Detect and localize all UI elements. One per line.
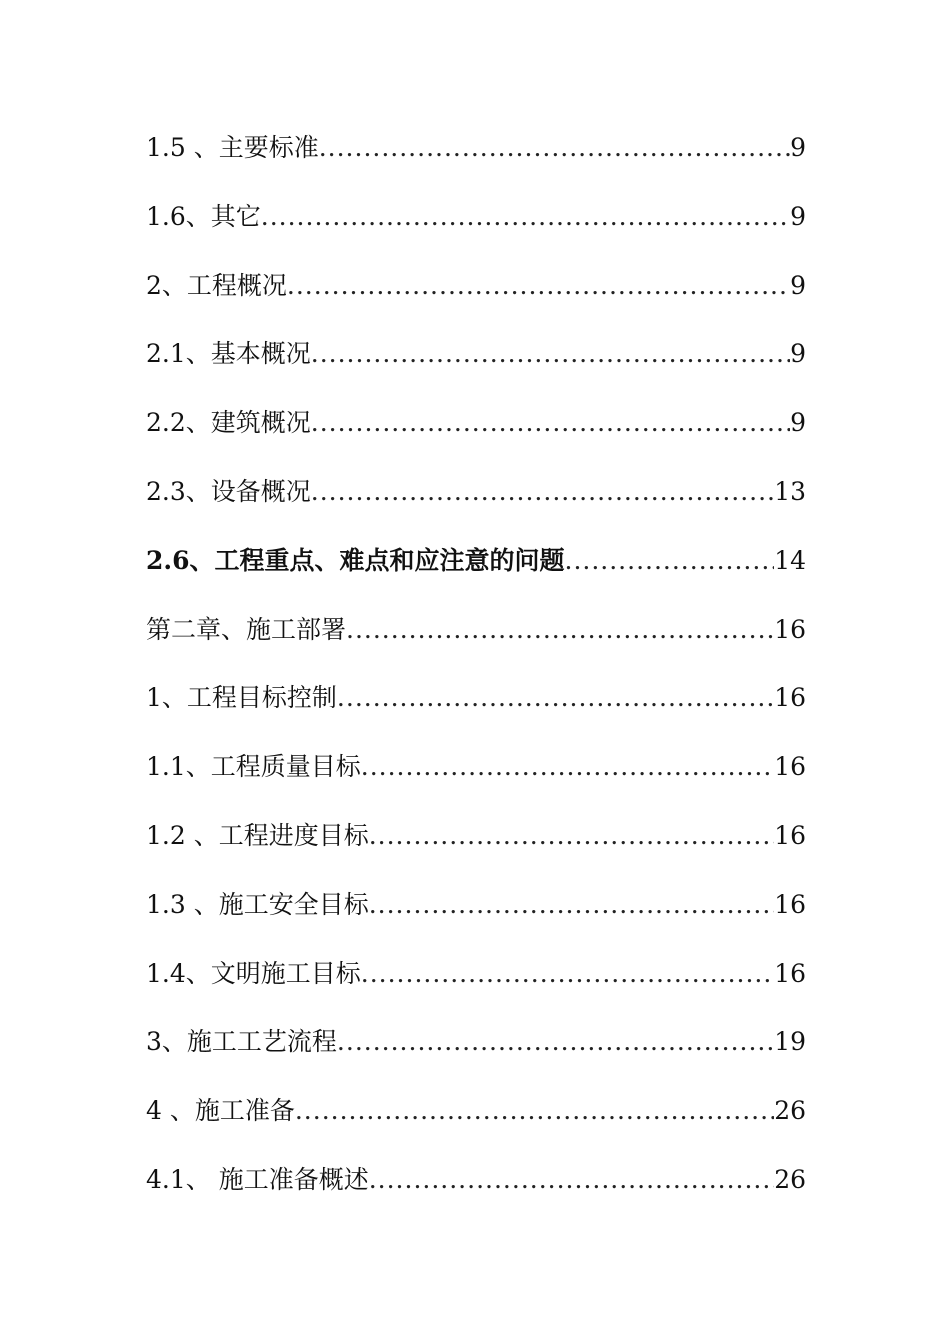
toc-entry[interactable] [146, 403, 806, 472]
toc-entry-title: 1.5 、主要标准 [146, 133, 319, 162]
toc-dot-leader [369, 890, 774, 919]
toc-entry-page: 13 [774, 476, 806, 506]
toc-entry-title: 1.4、文明施工目标 [146, 958, 361, 988]
toc-dot-leader [346, 615, 774, 644]
toc-entry[interactable] [146, 954, 806, 1023]
toc-dot-leader [287, 271, 790, 300]
toc-entry-title: 2.3、设备概况 [146, 476, 311, 506]
toc-entry[interactable] [146, 747, 806, 816]
toc-dot-leader [337, 683, 774, 712]
toc-entry-page: 19 [774, 1027, 806, 1057]
toc-entry-page: 9 [790, 408, 806, 438]
toc-dot-leader [311, 339, 790, 368]
toc-entry[interactable] [146, 472, 806, 541]
toc-entry-page: 16 [774, 889, 806, 919]
toc-entry-page: 9 [790, 201, 806, 231]
toc-entry-page: 26 [774, 1164, 806, 1194]
toc-entry[interactable] [146, 678, 806, 747]
toc-entry[interactable] [146, 128, 806, 197]
toc-entry-page: 16 [774, 820, 806, 850]
toc-entry-title: 1、工程目标控制 [146, 683, 337, 713]
toc-entry-title: 4.1、 施工准备概述 [146, 1164, 369, 1194]
toc-entry-title: 1.3 、施工安全目标 [146, 889, 369, 919]
toc-entry[interactable] [146, 610, 806, 679]
toc-entry-page: 14 [774, 545, 806, 575]
toc-dot-leader [261, 202, 790, 231]
toc-entry-page: 16 [774, 683, 806, 713]
toc-entry[interactable] [146, 885, 806, 954]
toc-entry-title: 3、施工工艺流程 [146, 1027, 337, 1057]
toc-dot-leader [361, 959, 774, 988]
toc-entry-title: 1.2 、工程进度目标 [146, 820, 369, 850]
toc-entry-title: 2.2、建筑概况 [146, 408, 311, 438]
toc-entry-title: 1.6、其它 [146, 201, 261, 231]
toc-entry[interactable] [146, 816, 806, 885]
toc-dot-leader [337, 1027, 774, 1056]
toc-entry-title: 2、工程概况 [146, 270, 287, 300]
toc-dot-leader [311, 477, 774, 506]
toc-dot-leader [369, 821, 774, 850]
toc-entry-bold[interactable] [146, 541, 806, 610]
toc-entry-title: 1.1、工程质量目标 [146, 752, 361, 782]
toc-entry-title: 4 、施工准备 [146, 1096, 295, 1126]
toc-entry[interactable] [146, 197, 806, 266]
toc-dot-leader [295, 1096, 774, 1125]
toc-dot-leader [369, 1165, 774, 1194]
toc-entry-title: 2.6、工程重点、难点和应注意的问题 [146, 545, 565, 575]
toc-entry-title: 第二章、施工部署 [146, 614, 347, 644]
toc-entry-page: 16 [774, 752, 806, 782]
table-of-contents [146, 128, 806, 1229]
toc-dot-leader [361, 752, 774, 781]
toc-dot-leader [311, 408, 790, 437]
toc-entry[interactable] [146, 1091, 806, 1160]
toc-entry-page: 9 [790, 133, 806, 162]
toc-entry-page: 9 [790, 270, 806, 300]
toc-entry-title: 2.1、基本概况 [146, 339, 311, 369]
toc-entry[interactable] [146, 1022, 806, 1091]
toc-entry[interactable] [146, 1160, 806, 1229]
toc-entry-page: 9 [790, 339, 806, 369]
toc-entry-page: 26 [774, 1096, 806, 1126]
toc-entry[interactable] [146, 334, 806, 403]
toc-entry[interactable] [146, 266, 806, 335]
toc-entry-page: 16 [774, 614, 806, 644]
toc-entry-page: 16 [774, 958, 806, 988]
toc-dot-leader [565, 546, 775, 575]
toc-dot-leader [319, 133, 790, 162]
